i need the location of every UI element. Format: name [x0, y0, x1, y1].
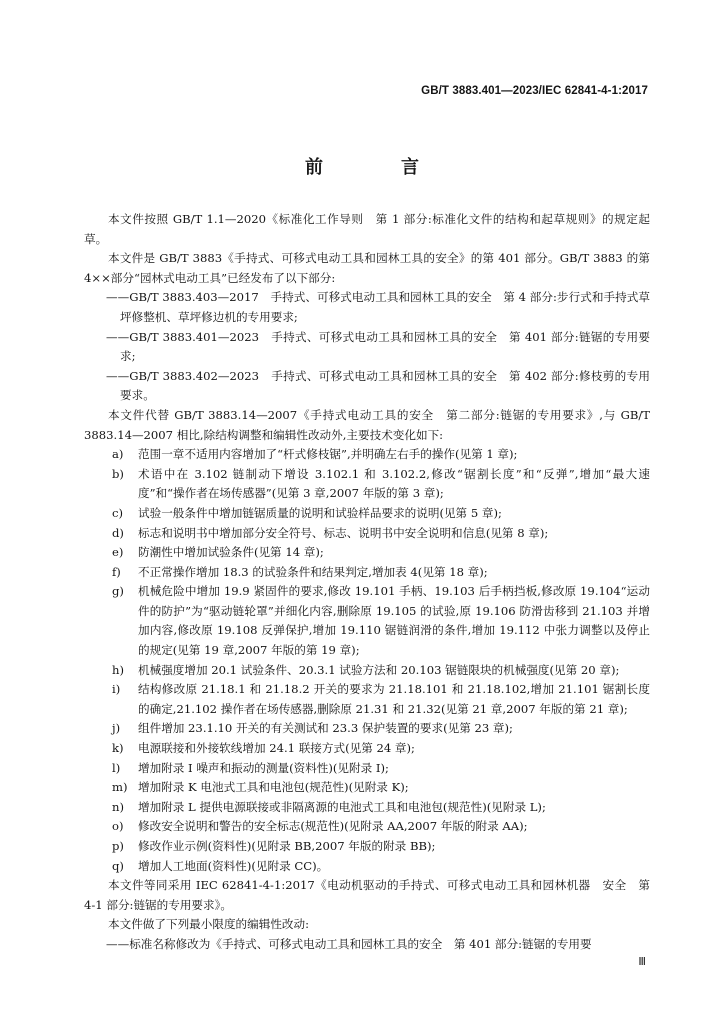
list-text: 标志和说明书中增加部分安全符号、标志、说明书中安全说明和信息(见第 8 章);	[138, 525, 549, 540]
list-item	[84, 857, 650, 877]
list-item	[84, 798, 650, 818]
list-text: 增加附录 I 噪声和振动的测量(资料性)(见附录 I);	[138, 760, 389, 775]
list-item	[84, 524, 650, 544]
list-text: 防潮性中增加试验条件(见第 14 章);	[138, 545, 324, 560]
list-marker: o)	[112, 819, 124, 834]
list-text: 增加人工地面(资料性)(见附录 CC)。	[138, 858, 329, 873]
list-marker: m)	[112, 780, 128, 795]
list-marker: n)	[112, 799, 124, 814]
list-text: 电源联接和外接软线增加 24.1 联接方式(见第 24 章);	[138, 741, 415, 756]
list-marker: c)	[112, 505, 124, 520]
list-text: 机械强度增加 20.1 试验条件、20.3.1 试验方法和 20.103 锯链限块的机械强度(见第 20 章);	[138, 662, 620, 677]
list-item	[84, 680, 650, 719]
list-text: 不正常操作增加 18.3 的试验条件和结果判定,增加表 4(见第 18 章);	[138, 564, 488, 579]
list-marker: i)	[112, 682, 121, 697]
list-item	[84, 759, 650, 779]
list-text: 增加附录 L 提供电源联接或非隔离源的电池式工具和电池包(规范性)(见附录 L);	[138, 799, 546, 814]
list-marker: h)	[112, 662, 124, 677]
list-item	[84, 465, 650, 504]
list-item	[84, 661, 650, 681]
list-text: 机械危险中增加 19.9 紧固件的要求,修改 19.101 手柄、19.103 后手柄挡板,修改原 19.104“运动件的防护”为“驱动链轮罩”并细化内容,删除原 19.105 的试验,原 19.106 防滑齿移到 21.103 并增加内容,修改原 19.108 反弹保护,增加 19.110 锯链润滑的条件,增加 19.112 中张力调整以及停止的规定(见第 19 章,2007 年版的第 19 章);	[138, 584, 650, 658]
list-item	[84, 778, 650, 798]
dash-item-402: ——GB/T 3883.402—2023 手持式、可移式电动工具和园林工具的安全 第 402 部分:修枝剪的专用要求。	[106, 368, 650, 403]
paragraph-series-intro: 本文件是 GB/T 3883《手持式、可移式电动工具和园林工具的安全》的第 401 部分。GB/T 3883 的第 4××部分“园林式电动工具”已经发布了以下部分:	[84, 251, 650, 285]
list-item	[84, 719, 650, 739]
list-marker: j)	[112, 721, 121, 736]
list-text: 修改安全说明和警告的安全标志(规范性)(见附录 AA,2007 年版的附录 AA);	[138, 819, 528, 834]
list-item	[84, 739, 650, 759]
list-marker: e)	[112, 545, 124, 560]
list-text: 范围一章不适用内容增加了“杆式修枝锯”,并明确左右手的操作(见第 1 章);	[138, 447, 518, 462]
list-marker: a)	[112, 447, 124, 462]
changes-list	[84, 445, 650, 876]
list-marker: k)	[112, 741, 124, 756]
list-item	[84, 582, 650, 660]
list-marker: d)	[112, 525, 124, 540]
list-marker: f)	[112, 564, 121, 579]
list-text: 增加附录 K 电池式工具和电池包(规范性)(见附录 K);	[138, 780, 409, 795]
list-marker: l)	[112, 760, 121, 775]
paragraph-replaces: 本文件代替 GB/T 3883.14—2007《手持式电动工具的安全 第二部分:链锯的专用要求》,与 GB/T 3883.14—2007 相比,除结构调整和编辑性改动外,主要技术变化如下:	[84, 407, 650, 442]
list-item	[84, 504, 650, 524]
paragraph-drafting-rules: 本文件按照 GB/T 1.1—2020《标准化工作导则 第 1 部分:标准化文件的结构和起草规则》的规定起草。	[84, 212, 650, 246]
standard-code-header: GB/T 3883.401—2023/IEC 62841-4-1:2017	[421, 85, 648, 97]
list-item	[84, 445, 650, 465]
dash-item-title-change: ——标准名称修改为《手持式、可移式电动工具和园林工具的安全 第 401 部分:链锯的专用要	[106, 936, 592, 951]
list-item	[84, 563, 650, 583]
list-marker: g)	[112, 584, 124, 599]
list-text: 组件增加 23.1.10 开关的有关测试和 23.3 保护装置的要求(见第 23 章);	[138, 721, 513, 736]
paragraph-editorial-changes: 本文件做了下列最小限度的编辑性改动:	[108, 917, 310, 932]
list-item	[84, 543, 650, 563]
dash-item-401: ——GB/T 3883.401—2023 手持式、可移式电动工具和园林工具的安全 第 401 部分:链锯的专用要求;	[106, 329, 650, 364]
list-marker: q)	[112, 858, 124, 873]
list-item	[84, 817, 650, 837]
list-text: 修改作业示例(资料性)(见附录 BB,2007 年版的附录 BB);	[138, 839, 436, 853]
list-item	[84, 837, 650, 857]
list-text: 术语中在 3.102 链制动下增设 3.102.1 和 3.102.2,修改“锯割长度”和“反弹”,增加“最大速度”和“操作者在场传感器”(见第 3 章,2007 年版的第 3 章);	[138, 466, 650, 501]
foreword-body	[84, 210, 650, 955]
page-number: Ⅲ	[638, 956, 646, 968]
dash-item-403: ——GB/T 3883.403—2017 手持式、可移式电动工具和园林工具的安全 第 4 部分:步行式和手持式草坪修整机、草坪修边机的专用要求;	[106, 290, 650, 324]
page-title: 前 言	[305, 157, 449, 178]
list-marker: b)	[112, 466, 124, 481]
paragraph-adoption: 本文件等同采用 IEC 62841-4-1:2017《电动机驱动的手持式、可移式电动工具和园林机器 安全 第 4-1 部分:链锯的专用要求》。	[84, 878, 650, 912]
list-text: 结构修改原 21.18.1 和 21.18.2 开关的要求为 21.18.101 和 21.18.102,增加 21.101 锯割长度的确定,21.102 操作者在场传感器,删除原 21.31 和 21.32(见第 21 章,2007 年版的第 21 章);	[138, 682, 650, 716]
list-marker: p)	[112, 839, 124, 853]
list-text: 试验一般条件中增加链锯质量的说明和试验样品要求的说明(见第 5 章);	[138, 505, 502, 520]
